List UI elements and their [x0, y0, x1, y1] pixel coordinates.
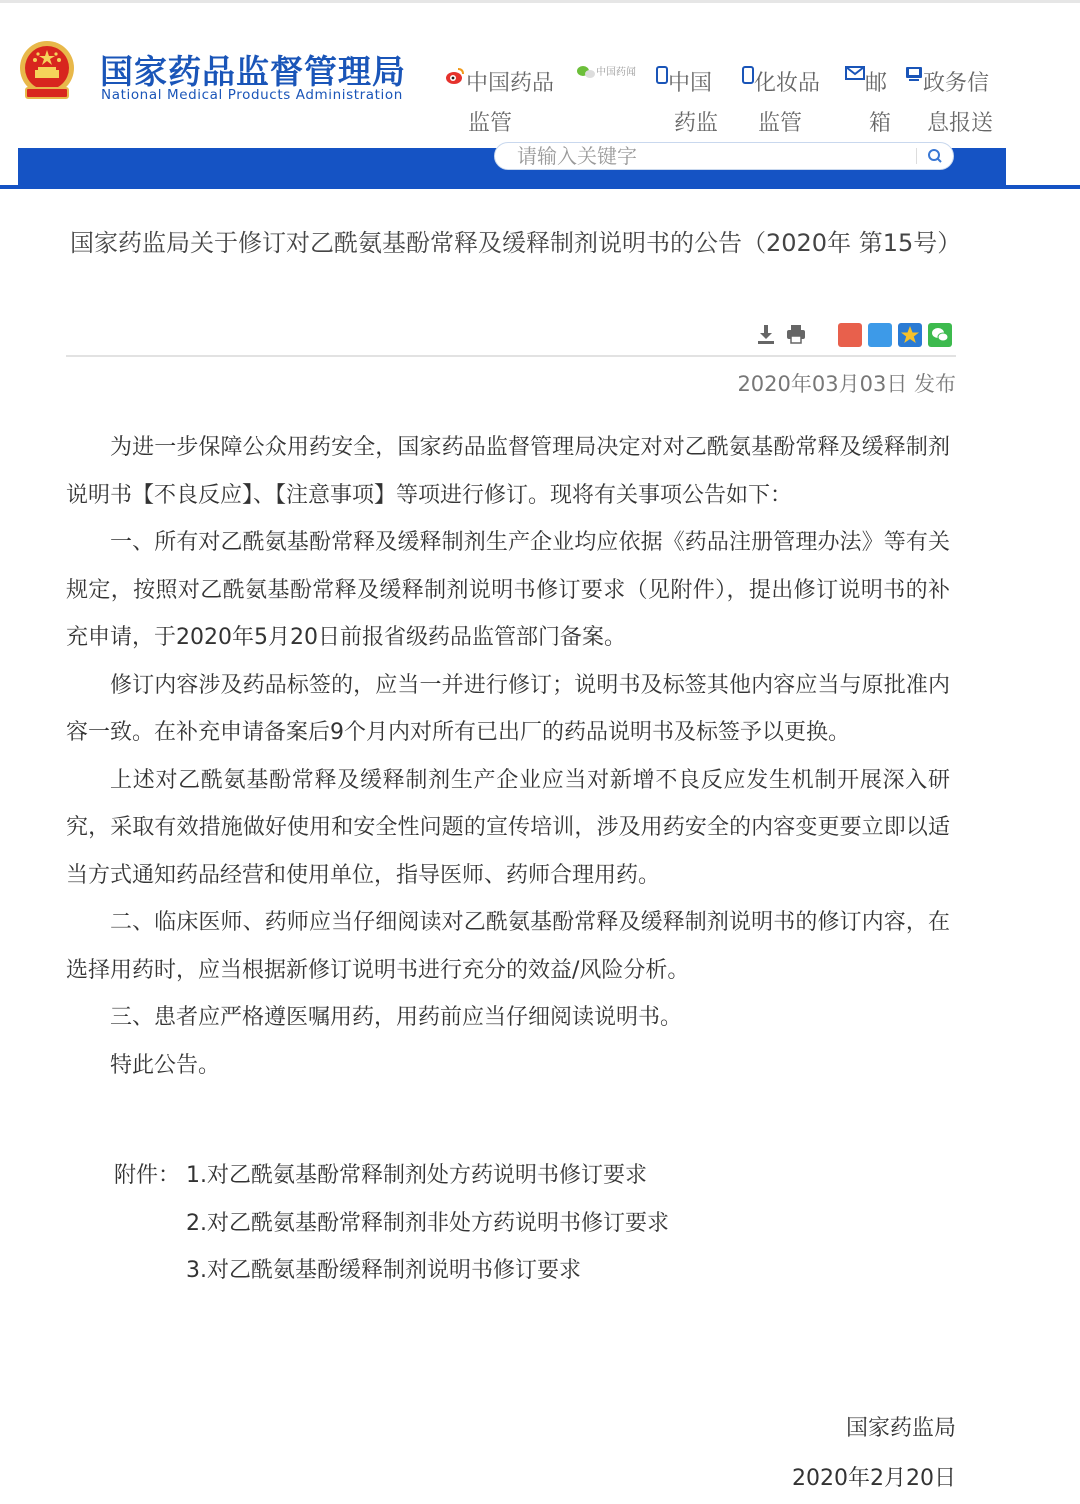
- paragraph: 特此公告。: [110, 1052, 221, 1078]
- logo-title[interactable]: 国家药品监督管理局: [100, 52, 406, 91]
- article-body: [66, 424, 950, 1089]
- wechat-icon: [576, 65, 596, 79]
- print-icon[interactable]: [784, 322, 808, 346]
- nav-blue-underline: [0, 185, 1080, 189]
- logo-subtitle: National Medical Products Administration: [101, 87, 403, 103]
- nav-cosmetics-label-1: 化妆品: [754, 71, 821, 96]
- qq-share-icon[interactable]: [898, 323, 922, 347]
- wechat-share-icon[interactable]: [928, 323, 952, 347]
- nav-mobile-app[interactable]: [656, 64, 718, 144]
- attachment-link[interactable]: 2.对乙酰氨基酚常释制剂非处方药说明书修订要求: [186, 1210, 669, 1236]
- nav-weibo-label-1: 中国药品: [466, 71, 555, 96]
- search-input[interactable]: [517, 143, 907, 169]
- paragraph: 为进一步保障公众用药安全，国家药品监督管理局决定对对乙酰氨基酚常释及缓释制剂说明书【不良反应】、【注意事项】等项进行修订。现将有关事项公告如下：: [66, 435, 950, 508]
- mobile-icon: [742, 66, 754, 84]
- qzone-share-icon[interactable]: [868, 323, 892, 347]
- attachments-label: 附件：: [114, 1163, 181, 1188]
- nav-wechat[interactable]: [576, 64, 636, 82]
- nav-gov-info[interactable]: [905, 64, 993, 144]
- signature-org: 国家药监局: [845, 1416, 956, 1441]
- publish-date: 2020年03月03日 发布: [737, 372, 956, 396]
- nav-mail-label-1: 邮: [865, 71, 888, 96]
- signature-date: 2020年2月20日: [792, 1466, 956, 1491]
- nav-wechat-caption: 中国药闻: [596, 67, 636, 78]
- attachment-link[interactable]: 1.对乙酰氨基酚常释制剂处方药说明书修订要求: [186, 1163, 647, 1188]
- nav-mobile-label-1: 中国: [668, 71, 713, 96]
- nav-cosmetics-label-2: 监管: [758, 111, 803, 136]
- title-divider: [66, 355, 956, 357]
- attachment-link[interactable]: 3.对乙酰氨基酚缓释制剂说明书修订要求: [186, 1258, 581, 1283]
- top-border: [0, 0, 1080, 3]
- monitor-icon: [905, 66, 923, 82]
- search-separator: [916, 148, 917, 164]
- attachments: [114, 1152, 669, 1295]
- paragraph: 三、患者应严格遵医嘱用药，用药前应当仔细阅读说明书。: [110, 1005, 683, 1030]
- search-box: [494, 142, 954, 170]
- signature: [792, 1404, 956, 1504]
- nav-mail[interactable]: [845, 64, 891, 144]
- nav-gov-info-label-1: 政务信: [923, 71, 990, 96]
- search-icon[interactable]: [925, 146, 945, 166]
- paragraph: 一、所有对乙酰氨基酚常释及缓释制剂生产企业均应依据《药品注册管理办法》等有关规定，按照对乙酰氨基酚常释及缓释制剂说明书修订要求（见附件），提出修订说明书的补充申请，于2020年5月20日前报省级药品监管部门备案。: [66, 530, 950, 650]
- nav-mail-label-2: 箱: [869, 111, 892, 136]
- nav-weibo-label-2: 监管: [468, 111, 513, 136]
- weibo-share-icon[interactable]: [838, 323, 862, 347]
- paragraph: 二、临床医师、药师应当仔细阅读对乙酰氨基酚常释及缓释制剂说明书的修订内容，在选择用药时，应当根据新修订说明书进行充分的效益/风险分析。: [66, 910, 950, 983]
- mobile-icon: [656, 66, 668, 84]
- nav-cosmetics[interactable]: [742, 64, 820, 144]
- download-icon[interactable]: [754, 322, 778, 346]
- article-title: 国家药监局关于修订对乙酰氨基酚常释及缓释制剂说明书的公告（2020年 第15号）: [70, 229, 962, 257]
- nav-weibo[interactable]: [444, 64, 554, 144]
- paragraph: 修订内容涉及药品标签的，应当一并进行修订；说明书及标签其他内容应当与原批准内容一致。在补充申请备案后9个月内对所有已出厂的药品说明书及标签予以更换。: [66, 672, 950, 745]
- nav-gov-info-label-2: 息报送: [927, 111, 994, 136]
- nav-mobile-label-2: 药监: [674, 111, 719, 136]
- national-emblem-icon: [18, 40, 76, 104]
- paragraph: 上述对乙酰氨基酚常释及缓释制剂生产企业应当对新增不良反应发生机制开展深入研究，采取有效措施做好使用和安全性问题的宣传培训，涉及用药安全的内容变更要立即以适当方式通知药品经营和使用单位，指导医师、药师合理用药。: [66, 767, 950, 888]
- weibo-icon: [444, 66, 466, 86]
- mail-icon: [845, 66, 865, 80]
